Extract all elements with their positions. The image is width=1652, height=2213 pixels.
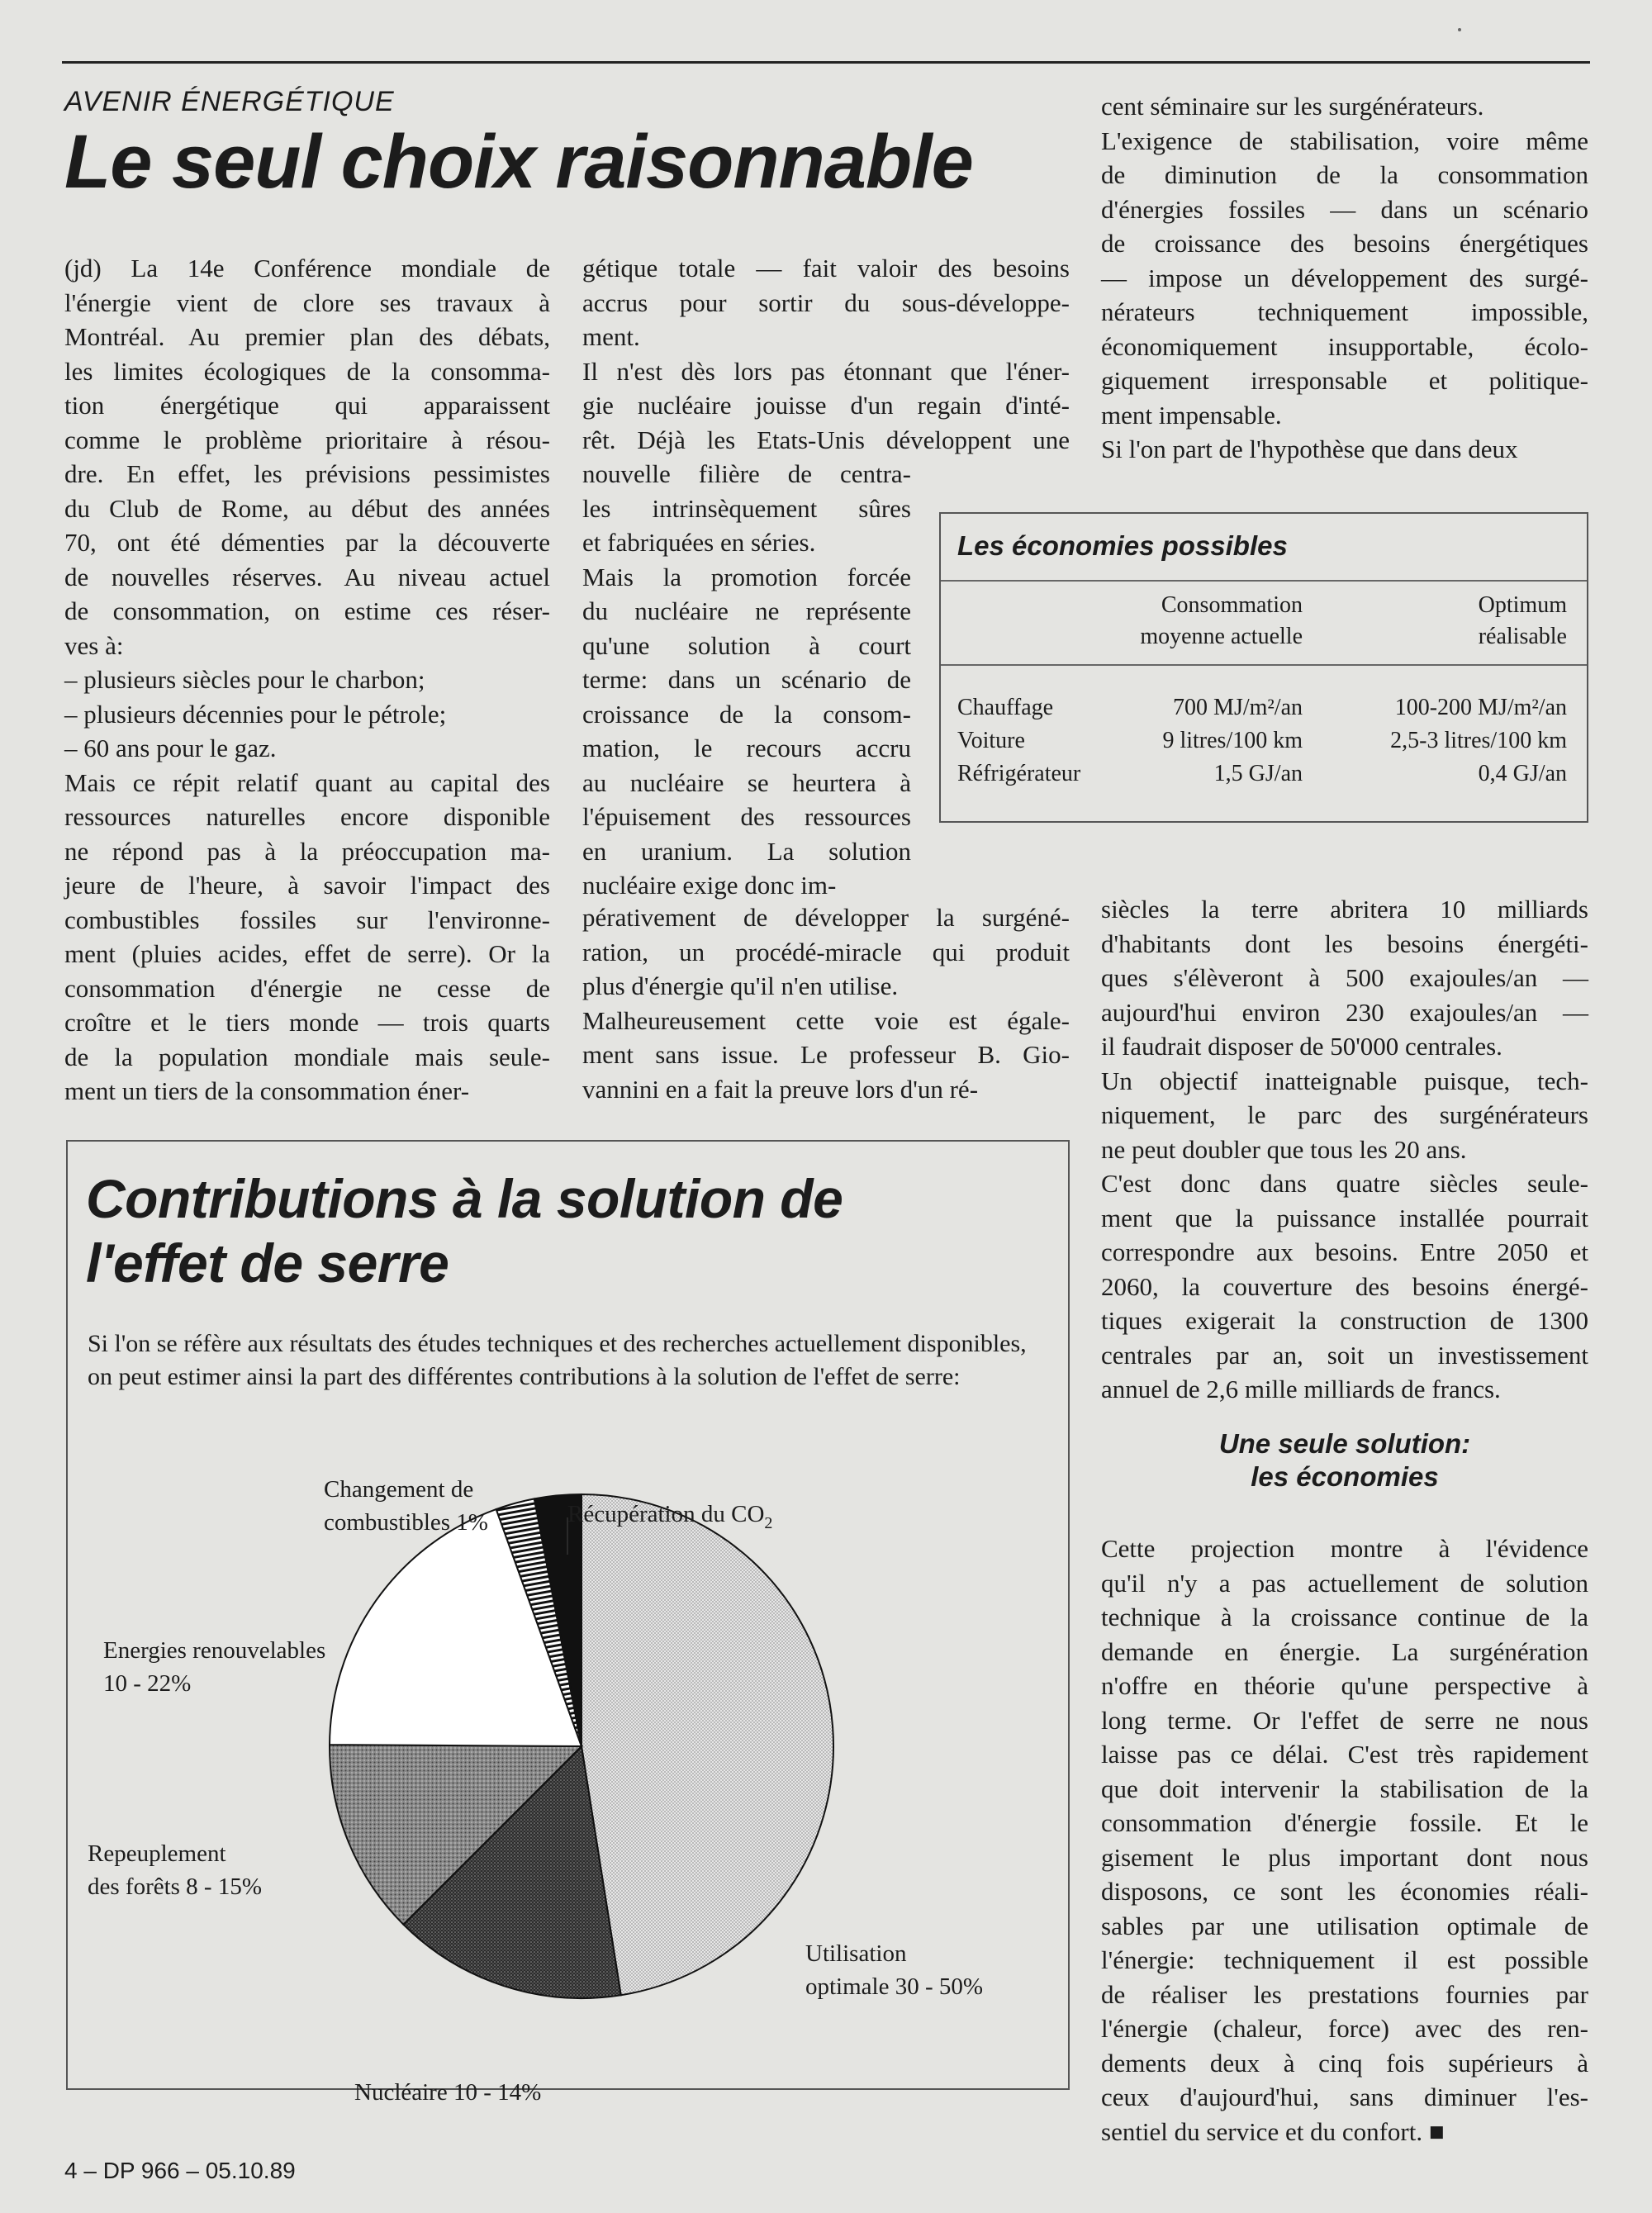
text-line: Montréal. Au premier plan des débats, — [64, 322, 550, 351]
article-title: Le seul choix raisonnable — [64, 120, 973, 204]
text-line: Mais la promotion forcée — [582, 562, 911, 591]
text-line: de la population mondiale mais seule- — [64, 1042, 550, 1071]
table-cell-optimum: 100-200 MJ/m²/an — [1394, 695, 1567, 720]
text-line: Un objectif inatteignable puisque, tech- — [1101, 1066, 1588, 1095]
article-column-3-conclusion — [1101, 1532, 1588, 2149]
text-line: plus d'énergie qu'il n'en utilise. — [582, 971, 899, 1000]
text-line: du Club de Rome, au début des années — [64, 493, 550, 523]
table-row-label: Chauffage — [957, 695, 1054, 720]
text-line: de nouvelles réserves. Au niveau actuel — [64, 562, 550, 591]
text-line: ment. — [582, 322, 640, 351]
text-line: centrales par an, soit un investissement — [1101, 1340, 1588, 1370]
text-line: nucléaire exige donc im- — [582, 871, 837, 900]
text-line: combustibles fossiles sur l'environne- — [64, 905, 550, 934]
article-column-1 — [64, 251, 550, 1109]
table-cell-optimum: 0,4 GJ/an — [1478, 761, 1567, 786]
text-line: nouvelle filière de centra- — [582, 459, 911, 488]
label-renouvelables-line1: Energies renouvelables — [103, 1637, 326, 1664]
text-line: Malheureusement cette voie est égale- — [582, 1005, 1070, 1035]
text-line: mation, le recours accru — [582, 734, 911, 762]
text-line: économiquement insupportable, écolo- — [1101, 331, 1588, 361]
text-line: tiques exigerait la construction de 1300 — [1101, 1306, 1588, 1335]
text-line: correspondre aux besoins. Entre 2050 et — [1101, 1237, 1588, 1266]
text-line: de réaliser les prestations fournies par — [1101, 1979, 1588, 2009]
text-line: l'énergie vient de clore ses travaux à — [64, 287, 550, 317]
text-line: ment (pluies acides, effet de serre). Or la — [64, 939, 550, 968]
text-line: au nucléaire se heurtera à — [582, 767, 911, 797]
table-divider — [941, 664, 1587, 666]
text-line: croissance de la consom- — [582, 699, 911, 729]
table-header-current: Consommation moyenne actuelle — [1140, 592, 1303, 649]
text-line: l'énergie: techniquement il est possible — [1101, 1945, 1588, 1974]
table-row-label: Réfrigérateur — [957, 761, 1081, 786]
text-line: consommation d'énergie fossile. Et le — [1101, 1808, 1588, 1837]
table-divider — [941, 580, 1587, 582]
text-line: sables par une utilisation optimale de — [1101, 1911, 1588, 1940]
text-line: ne répond pas à la préoccupation ma- — [64, 836, 550, 866]
text-line: cent séminaire sur les surgénérateurs. — [1101, 92, 1484, 121]
text-line: il faudrait disposer de 50'000 centrales. — [1101, 1032, 1502, 1061]
text-line: en uranium. La solution — [582, 836, 911, 866]
text-line: – plusieurs siècles pour le charbon; — [64, 665, 425, 694]
text-line: du nucléaire ne représente — [582, 596, 911, 625]
text-line: (jd) La 14e Conférence mondiale de — [64, 254, 550, 283]
label-changement-line1: Changement de — [324, 1476, 474, 1503]
table-cell-current: 700 MJ/m²/an — [1173, 695, 1303, 720]
article-column-3 — [1101, 89, 1588, 467]
text-line: ment que la puissance installée pourrait — [1101, 1203, 1588, 1232]
label-nucleaire: Nucléaire 10 - 14% — [354, 2079, 542, 2106]
text-line: de consommation, on estime ces réser- — [64, 596, 550, 625]
text-line: siècles la terre abritera 10 milliards — [1101, 895, 1588, 924]
text-line: rêt. Déjà les Etats-Unis développent une — [582, 425, 1070, 454]
text-line: ressources naturelles encore disponible — [64, 802, 550, 831]
text-line: giquement irresponsable et politique- — [1101, 366, 1588, 395]
text-line: tion énergétique qui apparaissent — [64, 391, 550, 420]
text-line: consommation d'énergie ne cesse de — [64, 973, 550, 1003]
label-optimale-line2: optimale 30 - 50% — [805, 1973, 984, 2000]
table-cell-current: 1,5 GJ/an — [1213, 761, 1303, 786]
label-renouvelables-line2: 10 - 22% — [103, 1670, 192, 1697]
text-line: Si l'on part de l'hypothèse que dans deux — [1101, 435, 1518, 463]
text-line: Cette projection montre à l'évidence — [1101, 1534, 1588, 1563]
article-column-3-continued — [1101, 892, 1588, 1407]
text-line: ceux d'aujourd'hui, sans diminuer l'es- — [1101, 2082, 1588, 2111]
text-line: demande en énergie. La surgénération — [1101, 1636, 1588, 1666]
text-line: – 60 ans pour le gaz. — [64, 734, 277, 762]
text-line: de diminution de la consommation — [1101, 160, 1588, 189]
text-line: ne peut doubler que tous les 20 ans. — [1101, 1134, 1467, 1164]
text-line: dre. En effet, les prévisions pessimistes — [64, 459, 550, 488]
table-header-optimum: Optimum réalisable — [1478, 592, 1567, 649]
text-line: ques s'élèveront à 500 exajoules/an — — [1101, 963, 1588, 992]
text-line: d'énergies fossiles — dans un scénario — [1101, 194, 1588, 224]
scan-speck — [1458, 28, 1461, 31]
text-line: gétique totale — fait valoir des besoins — [582, 254, 1070, 283]
text-line: technique à la croissance continue de la — [1101, 1603, 1588, 1631]
text-line: 2060, la couverture des besoins énergé- — [1101, 1271, 1588, 1301]
text-line: ration, un procédé-miracle qui produit — [582, 937, 1070, 966]
section-kicker: AVENIR ÉNERGÉTIQUE — [64, 86, 395, 117]
text-line: gisement le plus important dont nous — [1101, 1842, 1588, 1872]
text-line: 70, ont été démenties par la découverte — [64, 528, 550, 557]
table-title: Les économies possibles — [957, 530, 1288, 561]
label-forets-line2: des forêts 8 - 15% — [88, 1873, 263, 1900]
text-line: ment un tiers de la consommation éner- — [64, 1076, 470, 1105]
text-line: n'offre en théorie qu'une perspective à — [1101, 1671, 1588, 1700]
text-line: aujourd'hui environ 230 exajoules/an — — [1101, 997, 1588, 1027]
text-line: nérateurs techniquement impossible, — [1101, 297, 1588, 326]
text-line: accrus pour sortir du sous-développe- — [582, 287, 1070, 317]
label-optimale-line1: Utilisation — [805, 1940, 907, 1967]
text-line: d'habitants dont les besoins énergéti- — [1101, 928, 1588, 958]
pie-chart — [68, 1142, 1068, 2106]
page-footer: 4 – DP 966 – 05.10.89 — [64, 2158, 296, 2183]
pie-slice — [582, 1494, 833, 1995]
text-line: dements deux à cinq fois supérieurs à — [1101, 2048, 1588, 2078]
text-line: l'épuisement des ressources — [582, 802, 911, 831]
text-line: — impose un développement des surgé- — [1101, 263, 1588, 292]
label-recuperation: Récupération du $CO_2$ — [567, 1501, 773, 1532]
text-line: sentiel du service et du confort. ■ — [1101, 2116, 1445, 2146]
text-line: long terme. Or l'effet de serre ne nous — [1101, 1705, 1588, 1735]
table-cell-current: 9 litres/100 km — [1162, 728, 1303, 753]
label-forets-line1: Repeuplement — [88, 1840, 226, 1867]
text-line: et fabriquées en séries. — [582, 528, 816, 557]
savings-table — [939, 512, 1588, 823]
text-line: croître et le tiers monde — trois quarts — [64, 1008, 550, 1037]
article-column-2-continued — [582, 900, 1070, 1106]
text-line: terme: dans un scénario de — [582, 665, 911, 694]
text-line: pérativement de développer la surgéné- — [582, 903, 1070, 932]
text-line: qu'il n'y a pas actuellement de solution — [1101, 1568, 1588, 1598]
text-line: les limites écologiques de la consomma- — [64, 356, 550, 386]
text-line: disposons, ce sont les économies réali- — [1101, 1877, 1588, 1906]
text-line: ment impensable. — [1101, 400, 1282, 430]
text-line: Il n'est dès lors pas étonnant que l'éner- — [582, 356, 1070, 386]
label-changement-line2: combustibles 1% — [324, 1509, 488, 1536]
text-line: l'énergie (chaleur, force) avec des ren- — [1101, 2014, 1588, 2043]
text-line: vannini en a fait la preuve lors d'un ré- — [582, 1074, 979, 1104]
panel-title: Contributions à la solution de l'effet de serre — [86, 1168, 843, 1294]
text-line: que doit intervenir la stabilisation de la — [1101, 1774, 1588, 1803]
text-line: les intrinsèquement sûres — [582, 493, 911, 523]
text-line: niquement, le parc des surgénérateurs — [1101, 1100, 1588, 1129]
text-line: qu'une solution à court — [582, 630, 911, 660]
text-line: laisse pas ce délai. C'est très rapidement — [1101, 1740, 1588, 1769]
text-line: jeure de l'heure, à savoir l'impact des — [64, 871, 550, 900]
top-rule — [62, 61, 1590, 64]
text-line: gie nucléaire jouisse d'un regain d'inté- — [582, 391, 1070, 420]
table-cell-optimum: 2,5-3 litres/100 km — [1390, 728, 1567, 753]
text-line: L'exigence de stabilisation, voire même — [1101, 126, 1588, 155]
text-line: de croissance des besoins énergétiques — [1101, 229, 1588, 258]
pie-slices — [330, 1494, 833, 1998]
text-line: – plusieurs décennies pour le pétrole; — [64, 699, 447, 729]
table-row-label: Voiture — [957, 728, 1025, 753]
text-line: Mais ce répit relatif quant au capital des — [64, 767, 550, 797]
text-line: ment sans issue. Le professeur B. Gio- — [582, 1040, 1070, 1069]
panel-intro: Si l'on se réfère aux résultats des études techniques et des recherches actuellement disponibles, on peut estimer ainsi la part des différentes contributions à la solution de l'effet de serre: — [88, 1330, 1027, 1390]
subheading: Une seule solution: les économies — [1218, 1428, 1471, 1492]
text-line: ves à: — [64, 630, 124, 660]
text-line: comme le problème prioritaire à résou- — [64, 425, 550, 454]
text-line: C'est donc dans quatre siècles seule- — [1101, 1169, 1588, 1198]
text-line: annuel de 2,6 mille milliards de francs. — [1101, 1375, 1501, 1403]
contributions-panel — [66, 1140, 1070, 2106]
